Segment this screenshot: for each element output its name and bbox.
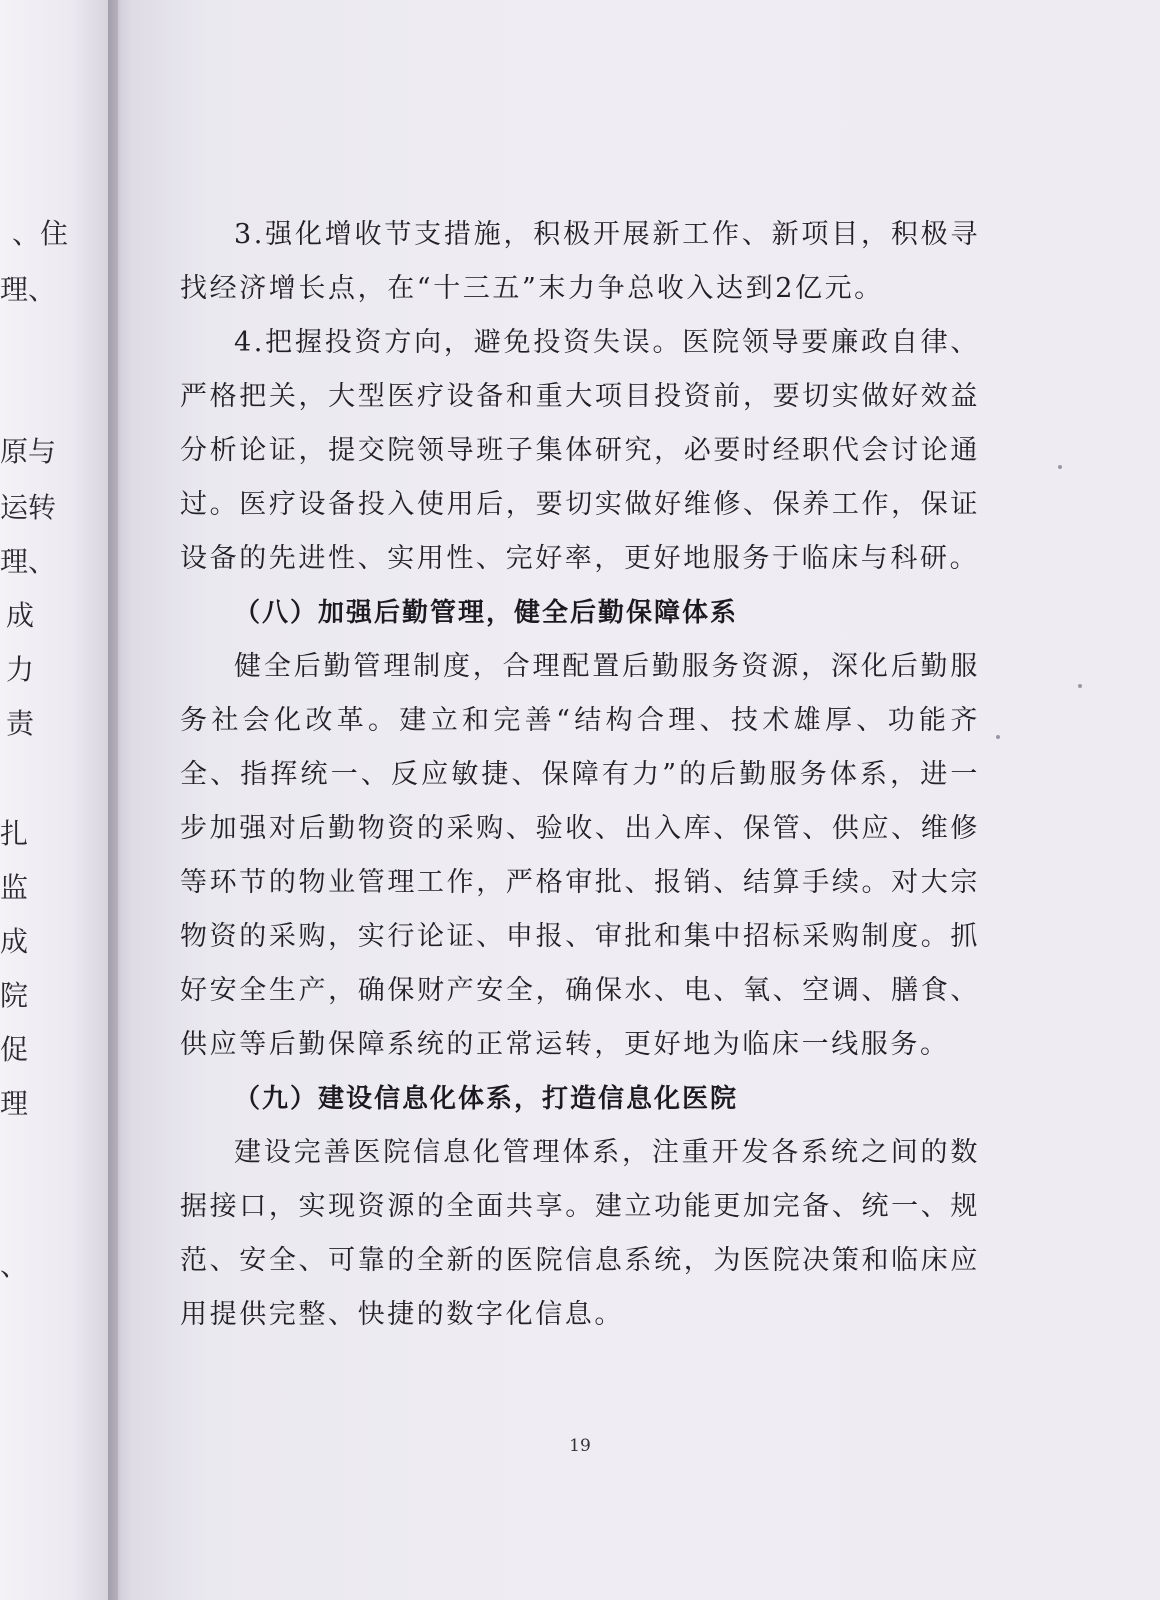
left-page-fragment: 成	[6, 599, 35, 632]
left-page-fragment: 监	[0, 871, 29, 904]
paragraph-section-9: 建设完善医院信息化管理体系，注重开发各系统之间的数据接口，实现资源的全面共享。建立功能更加完备、统一、规范、安全、可靠的全新的医院信息系统，为医院决策和临床应用提供完整、快捷的数字化信息。	[180, 1137, 980, 1330]
left-page-fragment: 理、	[0, 545, 57, 578]
paragraph-item-4: 4.把握投资方向，避免投资失误。医院领导要廉政自律、严格把关，大型医疗设备和重大项目投资前，要切实做好效益分析论证，提交院领导班子集体研究，必要时经职代会讨论通过。医疗设备投入使用后，要切实做好维修、保养工作，保证设备的先进性、实用性、完好率，更好地服务于临床与科研。	[180, 327, 980, 574]
left-page-fragment: 理、	[0, 273, 57, 306]
left-page-fragment: 院	[0, 979, 29, 1012]
section-heading-8: （八）加强后勤管理，健全后勤保障体系	[234, 598, 739, 628]
left-page-fragment: 成	[0, 925, 29, 958]
left-facing-page	[0, 0, 118, 1600]
left-page-fragment: 扎	[0, 817, 29, 850]
page-body	[180, 208, 980, 1342]
paper-speck	[1078, 684, 1082, 688]
left-page-fragment: 、住	[12, 217, 69, 250]
left-page-fragment: 责	[6, 707, 35, 740]
main-page	[130, 0, 1160, 1600]
left-page-fragment: 运转	[0, 491, 57, 524]
left-page-fragment: 、	[0, 1249, 29, 1282]
paragraph-item-3: 3.强化增收节支措施，积极开展新工作、新项目，积极寻找经济增长点，在“十三五”末力争总收入达到2亿元。	[180, 219, 980, 304]
left-page-fragment: 促	[0, 1033, 29, 1066]
left-page-fragment: 理	[0, 1087, 29, 1120]
left-page-fragment: 力	[6, 653, 35, 686]
left-page-fragment: 原与	[0, 435, 57, 468]
paper-speck	[996, 735, 1000, 739]
paragraph-section-8: 健全后勤管理制度，合理配置后勤服务资源，深化后勤服务社会化改革。建立和完善“结构合理、技术雄厚、功能齐全、指挥统一、反应敏捷、保障有力”的后勤服务体系，进一步加强对后勤物资的采购、验收、出入库、保管、供应、维修等环节的物业管理工作，严格审批、报销、结算手续。对大宗物资的采购，实行论证、申报、审批和集中招标采购制度。抓好安全生产，确保财产安全，确保水、电、氧、空调、膳食、供应等后勤保障系统的正常运转，更好地为临床一线服务。	[180, 651, 980, 1060]
section-heading-9: （九）建设信息化体系，打造信息化医院	[234, 1084, 739, 1114]
paper-speck	[1058, 465, 1062, 469]
page-number: 19	[569, 1436, 591, 1456]
